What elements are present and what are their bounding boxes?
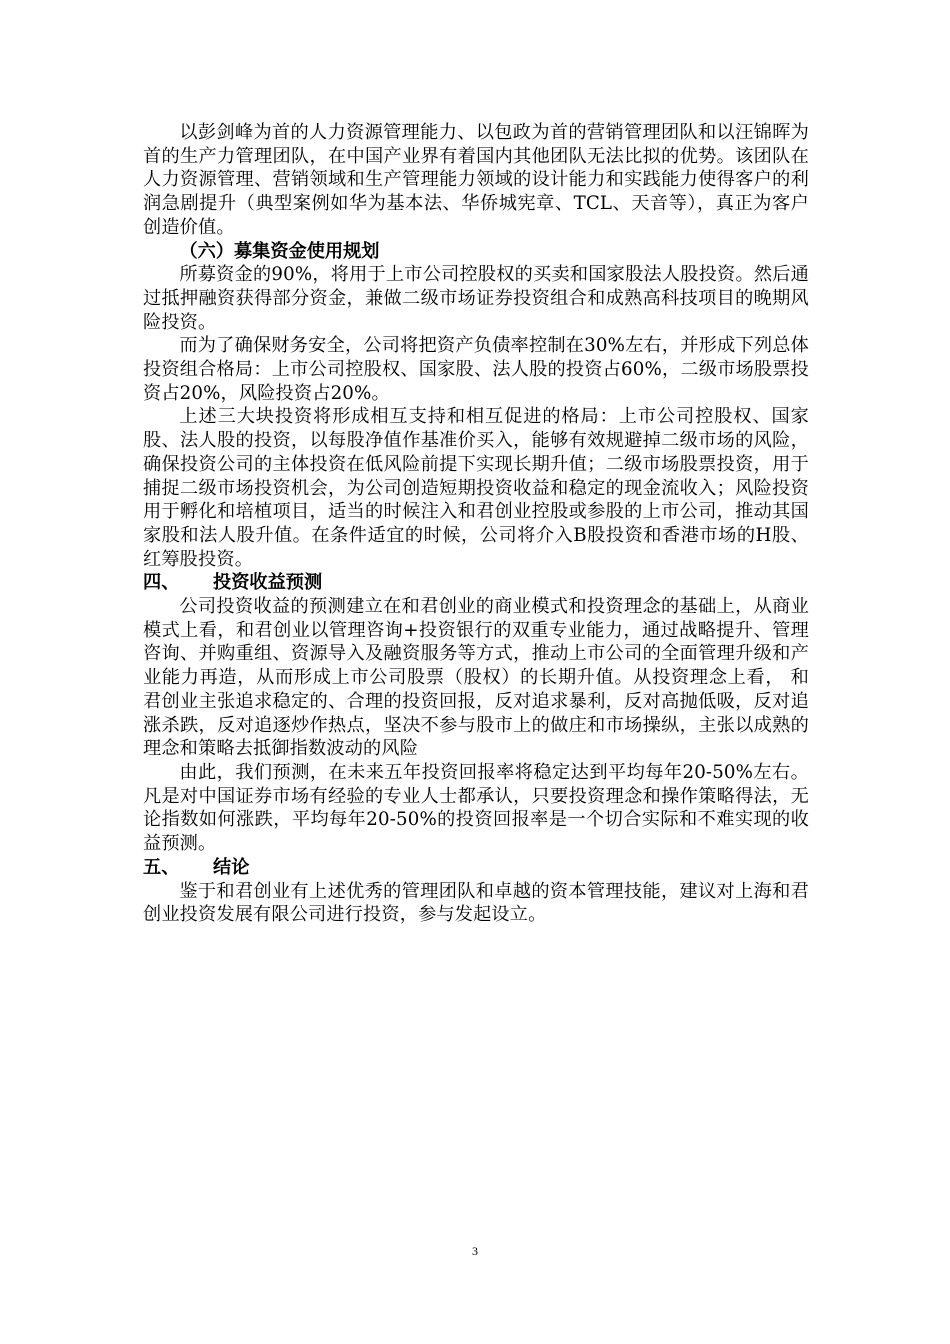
paragraph-return-basis: 公司投资收益的预测建立在和君创业的商业模式和投资理念的基础上，从商业模式上看，和君创业以管理咨询+投资银行的双重专业能力，通过战略提升、管理咨询、并购重组、资源导入及融资服务等方式，推动上市公司的全面管理升级和产业能力再造，从而形成上市公司股票（股权）的长期升值。从投资理念上看， 和君创业主张追求稳定的、合理的投资回报，反对追求暴利，反对高抛低吸，反对追涨杀跌，反对追逐炒作热点，坚决不参与股市上的做庄和市场操纵，主张以成熟的理念和策略去抵御指数波动的风险 bbox=[143, 596, 809, 760]
paragraph-management-team: 以彭剑峰为首的人力资源管理能力、以包政为首的营销管理团队和以汪锦晖为首的生产力管理团队，在中国产业界有着国内其他团队无法比拟的优势。该团队在人力资源管理、营销领域和生产管理能力领域的设计能力和实践能力使得客户的利润急剧提升（典型案例如华为基本法、华侨城宪章、TCL、天音等），真正为客户创造价值。 bbox=[143, 122, 809, 238]
subsection-title: （六）募集资金使用规划 bbox=[179, 240, 380, 262]
paragraph-financial-safety: 而为了确保财务安全，公司将把资产负债率控制在30%左右，并形成下列总体投资组合格局：上市公司控股权、国家股、法人股的投资占60%，二级市场股票投资占20%，风险投资占20%。 bbox=[143, 335, 809, 404]
section-heading-conclusion bbox=[143, 856, 809, 880]
subsection-heading-fund-usage bbox=[143, 240, 809, 264]
section-title: 结论 bbox=[213, 856, 250, 878]
paragraph-fund-allocation: 所募资金的90%，将用于上市公司控股权的买卖和国家股法人股投资。然后通过抵押融资获得部分资金，兼做二级市场证券投资组合和成熟高科技项目的晚期风险投资。 bbox=[143, 264, 809, 333]
section-number: 五、 bbox=[143, 856, 180, 878]
section-number: 四、 bbox=[143, 572, 180, 594]
paragraph-return-forecast: 由此，我们预测，在未来五年投资回报率将稳定达到平均每年20-50%左右。凡是对中国证券市场有经验的专业人士都承认，只要投资理念和操作策略得法，无论指数如何涨跌，平均每年20-50%的投资回报率是一个切合实际和不难实现的收益预测。 bbox=[143, 761, 809, 855]
paragraph-investment-structure: 上述三大块投资将形成相互支持和相互促进的格局：上市公司控股权、国家股、法人股的投资，以每股净值作基准价买入，能够有效规避掉二级市场的风险，确保投资公司的主体投资在低风险前提下实现长期升值；二级市场股票投资，用于捕捉二级市场投资机会，为公司创造短期投资收益和稳定的现金流收入；风险投资用于孵化和培植项目，适当的时候注入和君创业控股或参股的上市公司，推动其国家股和法人股升值。在条件适宜的时候，公司将介入B股投资和香港市场的H股、红筹股投资。 bbox=[143, 406, 809, 570]
section-heading-return-forecast bbox=[143, 571, 809, 595]
document-body bbox=[143, 121, 809, 927]
section-title: 投资收益预测 bbox=[213, 572, 323, 594]
paragraph-conclusion: 鉴于和君创业有上述优秀的管理团队和卓越的资本管理技能，建议对上海和君创业投资发展有限公司进行投资，参与发起设立。 bbox=[143, 880, 809, 926]
page-number: 3 bbox=[472, 1244, 478, 1258]
